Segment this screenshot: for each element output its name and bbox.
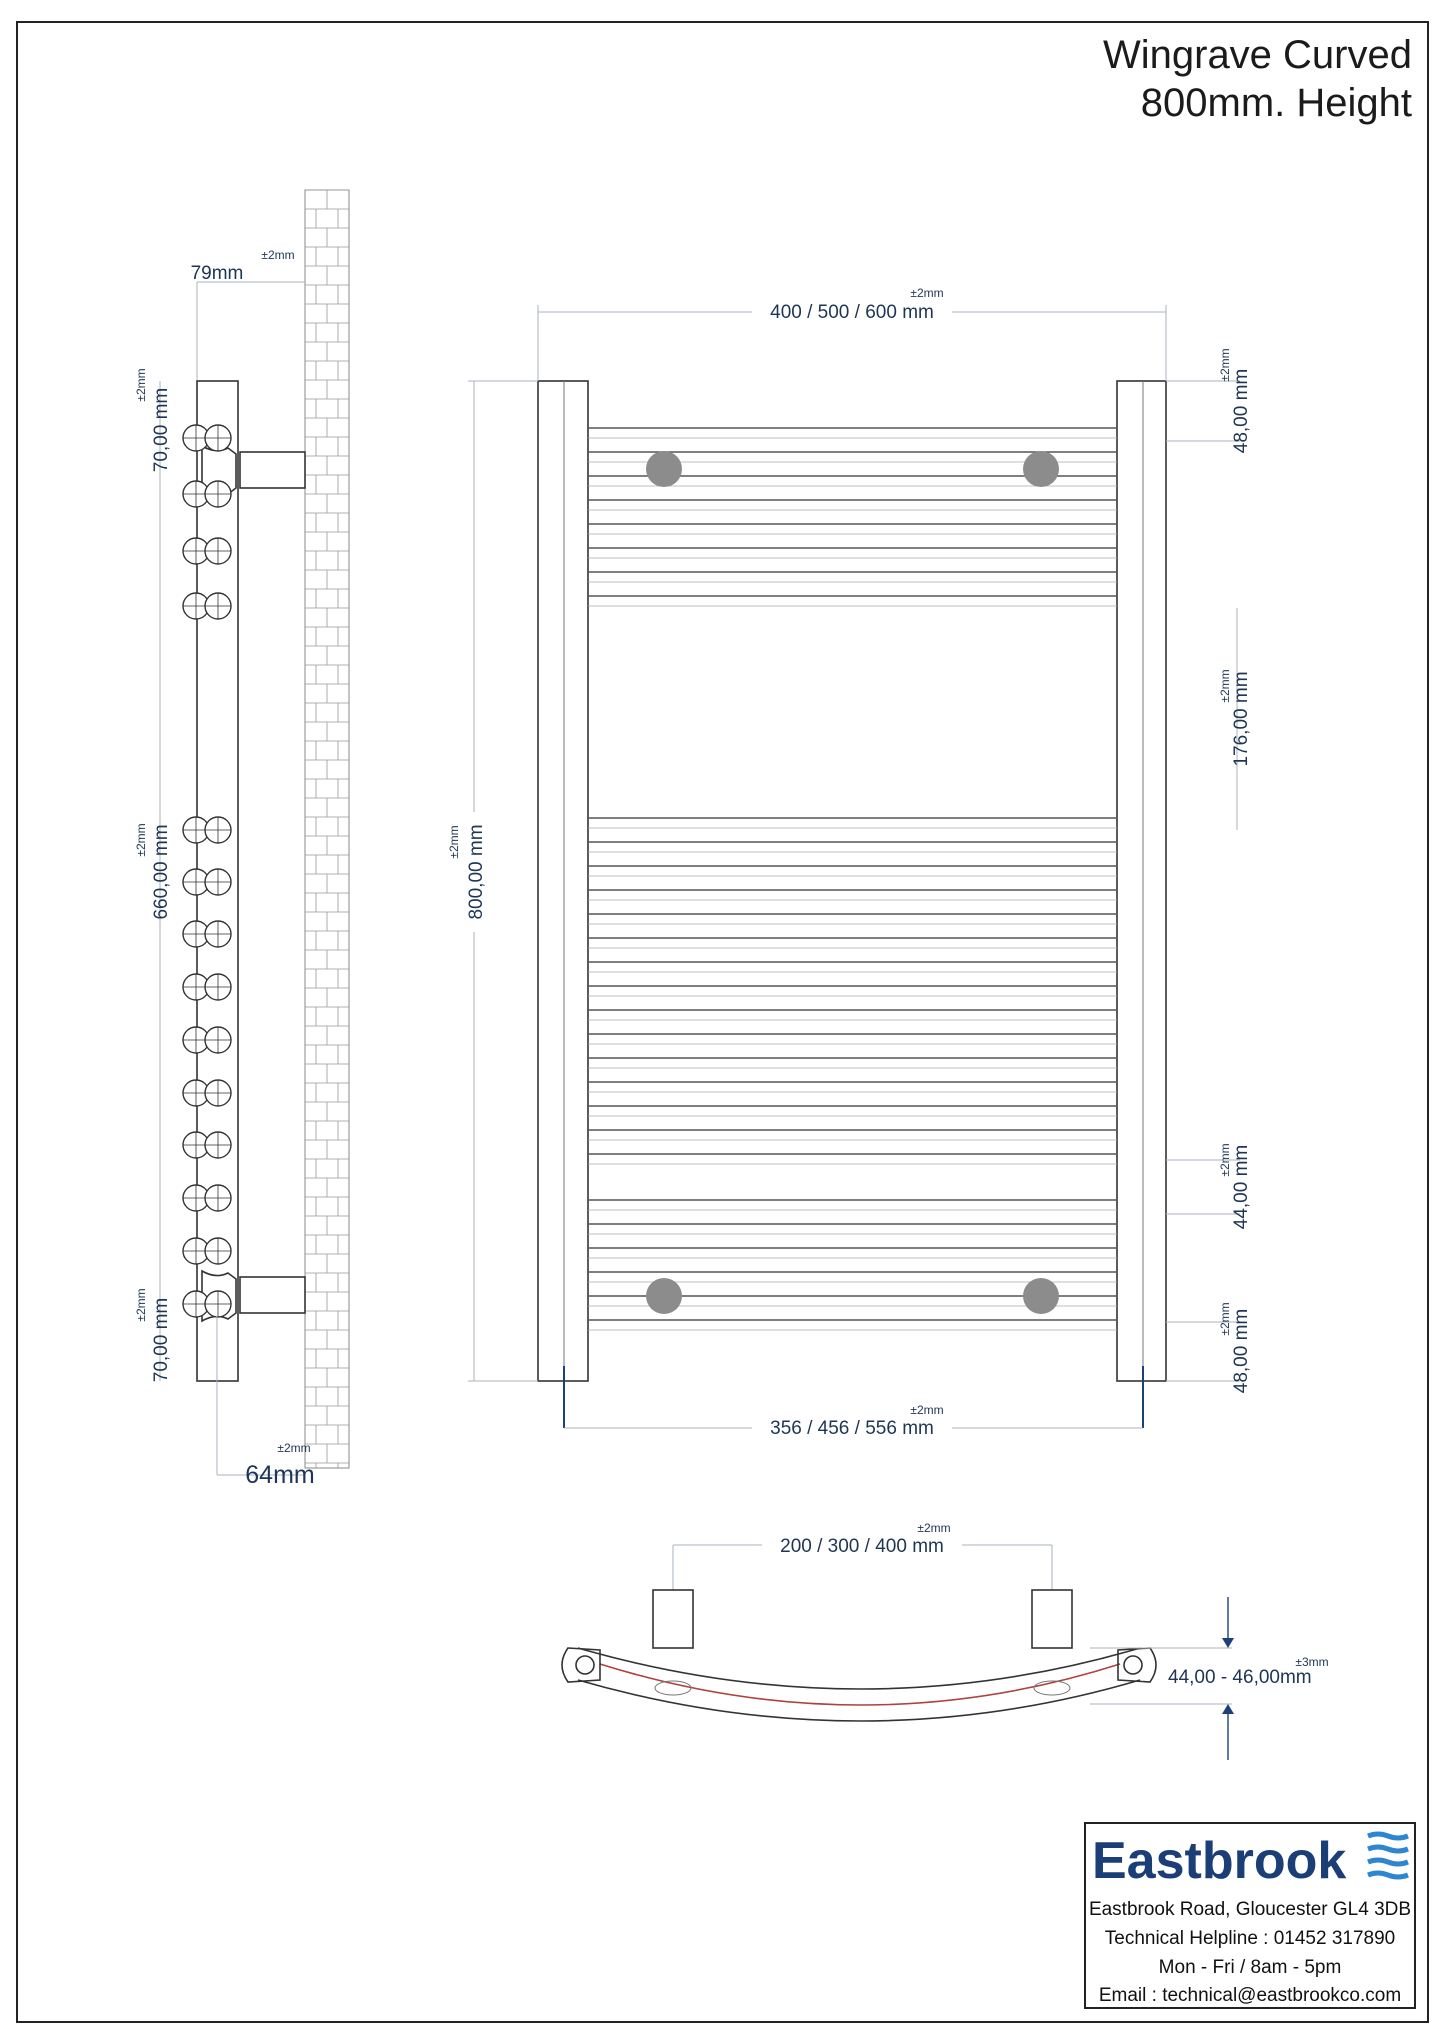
towel-bar — [588, 1224, 1117, 1234]
dim-bottom-spacing: 70,00 mm — [151, 1297, 172, 1383]
towel-bar — [588, 1154, 1117, 1164]
top-wall-bracket — [240, 452, 305, 488]
tube-section — [205, 593, 231, 619]
towel-bar — [588, 1130, 1117, 1140]
title-line-1: Wingrave Curved — [1102, 33, 1412, 77]
tube-section — [205, 921, 231, 947]
right-upright — [1117, 381, 1166, 1381]
dim-offset-top: 79mm — [190, 263, 244, 284]
company-hours: Mon - Fri / 8am - 5pm — [1158, 1957, 1342, 1978]
dim-depth-tol: ±3mm — [1295, 1655, 1329, 1669]
tube-section — [205, 1080, 231, 1106]
dim-bottom-spacing-tol: ±2mm — [134, 1288, 148, 1322]
towel-bars — [588, 428, 1117, 1330]
dim-offset-bottom-tol: ±2mm — [277, 1441, 311, 1455]
towel-bar — [588, 842, 1117, 852]
company-email: Email : technical@eastbrookco.com — [1098, 1985, 1402, 2006]
tube-section — [205, 1238, 231, 1264]
top-left-bracket-point — [646, 451, 682, 487]
dim-overall-height-tol: ±2mm — [447, 825, 461, 859]
dim-lower-gap: 44,00 mm — [1231, 1144, 1252, 1230]
towel-bar — [588, 818, 1117, 828]
brick-wall — [305, 190, 349, 1468]
towel-bar — [588, 914, 1117, 924]
towel-bar — [588, 1106, 1117, 1116]
towel-bar — [588, 1034, 1117, 1044]
dim-bracket-centres: 200 / 300 / 400 mm — [780, 1536, 944, 1557]
tube-section — [205, 869, 231, 895]
towel-bar — [588, 1058, 1117, 1068]
towel-bar — [588, 572, 1117, 582]
towel-bar — [588, 596, 1117, 606]
side-view — [134, 190, 349, 1489]
dim-top-gap-tol: ±2mm — [1218, 348, 1232, 382]
top-right-bracket-point — [1023, 451, 1059, 487]
tube-section — [205, 481, 231, 507]
arrow-up-icon — [1222, 1704, 1234, 1714]
tube-section — [205, 538, 231, 564]
towel-bar — [588, 890, 1117, 900]
dim-pipe-centres: 356 / 456 / 556 mm — [770, 1418, 934, 1439]
towel-bar — [588, 428, 1117, 438]
dim-middle-spacing-tol: ±2mm — [134, 823, 148, 857]
towel-bar — [588, 500, 1117, 510]
dim-overall-width-tol: ±2mm — [910, 286, 944, 300]
plan-left-bracket — [653, 1590, 693, 1648]
dim-lower-gap-tol: ±2mm — [1218, 1143, 1232, 1177]
tube-section — [205, 425, 231, 451]
bottom-right-bracket-point — [1023, 1278, 1059, 1314]
dim-bottom-gap: 48,00 mm — [1231, 1308, 1252, 1394]
tube-section — [205, 1132, 231, 1158]
bottom-wall-bracket — [240, 1277, 305, 1313]
tube-section — [205, 817, 231, 843]
dim-middle-gap: 176,00 mm — [1231, 671, 1252, 767]
sheet-border — [17, 22, 1428, 2022]
dim-overall-width: 400 / 500 / 600 mm — [770, 302, 934, 323]
company-address: Eastbrook Road, Gloucester GL4 3DB — [1088, 1899, 1412, 1920]
dim-middle-spacing: 660,00 mm — [151, 824, 172, 920]
dim-top-spacing: 70,00 mm — [151, 387, 172, 473]
title-line-2: 800mm. Height — [1140, 81, 1412, 125]
towel-bar — [588, 938, 1117, 948]
arrow-down-icon — [1222, 1638, 1234, 1648]
dim-top-gap: 48,00 mm — [1231, 368, 1252, 454]
dim-depth: 44,00 - 46,00mm — [1168, 1667, 1312, 1688]
tube-section — [205, 1291, 231, 1317]
towel-bar — [588, 1010, 1117, 1020]
dim-bottom-gap-tol: ±2mm — [1218, 1302, 1232, 1336]
dim-top-spacing-tol: ±2mm — [134, 368, 148, 402]
bottom-left-bracket-point — [646, 1278, 682, 1314]
tube-section — [205, 1185, 231, 1211]
towel-bar — [588, 1320, 1117, 1330]
towel-bar — [588, 986, 1117, 996]
front-view — [447, 286, 1252, 1439]
company-info-box — [1085, 1823, 1415, 2008]
towel-bar — [588, 1248, 1117, 1258]
company-helpline: Technical Helpline : 01452 317890 — [1104, 1928, 1396, 1949]
towel-bar — [588, 962, 1117, 972]
plan-view — [562, 1521, 1329, 1760]
towel-bar — [588, 1200, 1117, 1210]
plan-right-bracket — [1032, 1590, 1072, 1648]
dim-offset-top-tol: ±2mm — [261, 248, 295, 262]
towel-bar — [588, 866, 1117, 876]
dim-offset-bottom: 64mm — [245, 1461, 315, 1489]
towel-bar — [588, 1082, 1117, 1092]
dim-overall-height: 800,00 mm — [466, 824, 487, 920]
plan-rail-centre-line — [600, 1664, 1120, 1705]
tube-section — [205, 1027, 231, 1053]
tube-section — [205, 974, 231, 1000]
plan-rail-bottom-edge — [578, 1680, 1140, 1721]
towel-bar — [588, 524, 1117, 534]
dim-bracket-centres-tol: ±2mm — [917, 1521, 951, 1535]
company-name: Eastbrook — [1092, 1832, 1347, 1890]
tube-sections — [183, 425, 231, 1317]
dim-pipe-centres-tol: ±2mm — [910, 1403, 944, 1417]
left-upright — [538, 381, 588, 1381]
towel-bar — [588, 548, 1117, 558]
dim-middle-gap-tol: ±2mm — [1218, 669, 1232, 703]
